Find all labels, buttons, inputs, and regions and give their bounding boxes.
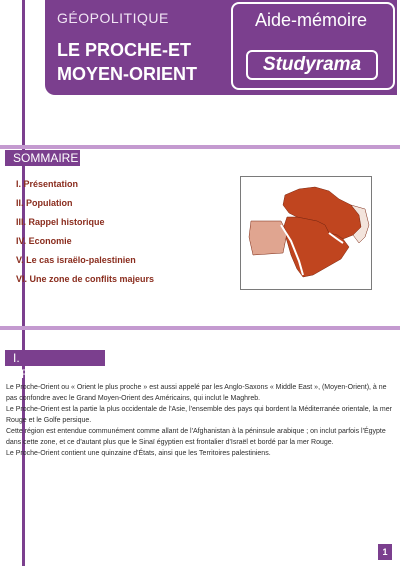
paragraph: Le Proche-Orient ou « Orient le plus proche » est aussi appelé par les Anglo-Saxons « Middle East », (Moyen-Orient), à ne pas confondre avec le Grand Moyen-Orient des Américains, qui inclut le Maghreb. — [6, 384, 387, 402]
table-of-contents — [16, 178, 216, 292]
publisher-logo: Studyrama — [246, 50, 378, 80]
category-label: GÉOPOLITIQUE — [57, 10, 169, 26]
paragraph: Le Proche-Orient contient une quinzaine d'États, ainsi que les Territoires palestiniens. — [6, 450, 271, 457]
toc-item[interactable]: V. Le cas israëlo-palestinien — [16, 255, 136, 265]
toc-item[interactable]: III. Rappel historique — [16, 217, 105, 227]
section-body — [6, 382, 394, 459]
series-label: Aide-mémoire — [254, 10, 368, 30]
toc-item[interactable]: II. Population — [16, 198, 73, 208]
divider-band — [0, 145, 400, 149]
page-number: 1 — [378, 544, 392, 560]
toc-item[interactable]: I. Présentation — [16, 179, 79, 189]
paragraph: Cette région est entendue communément comme allant de l'Afghanistan à la péninsule arabique ; on inclut parfois l'Égypte dans cette zone, et ce d'autant plus que le Sinaï égyptien est frontalier d'Israël et bordé par la mer Rouge. — [6, 428, 386, 446]
divider-band — [0, 326, 400, 330]
sommaire-heading: SOMMAIRE — [5, 150, 80, 166]
section-heading: I. PRÉSENTATION — [5, 350, 105, 366]
middle-east-map — [240, 176, 372, 290]
paragraph: Le Proche-Orient est la partie la plus occidentale de l'Asie, l'ensemble des pays qui bordent la Méditerranée orientale, la mer Rouge et le Golfe persique. — [6, 406, 392, 424]
toc-item[interactable]: VI. Une zone de conflits majeurs — [16, 274, 155, 284]
map-illustration — [241, 177, 371, 289]
toc-item[interactable]: IV. Economie — [16, 236, 72, 246]
page-title: LE PROCHE-ET MOYEN-ORIENT — [57, 40, 198, 84]
